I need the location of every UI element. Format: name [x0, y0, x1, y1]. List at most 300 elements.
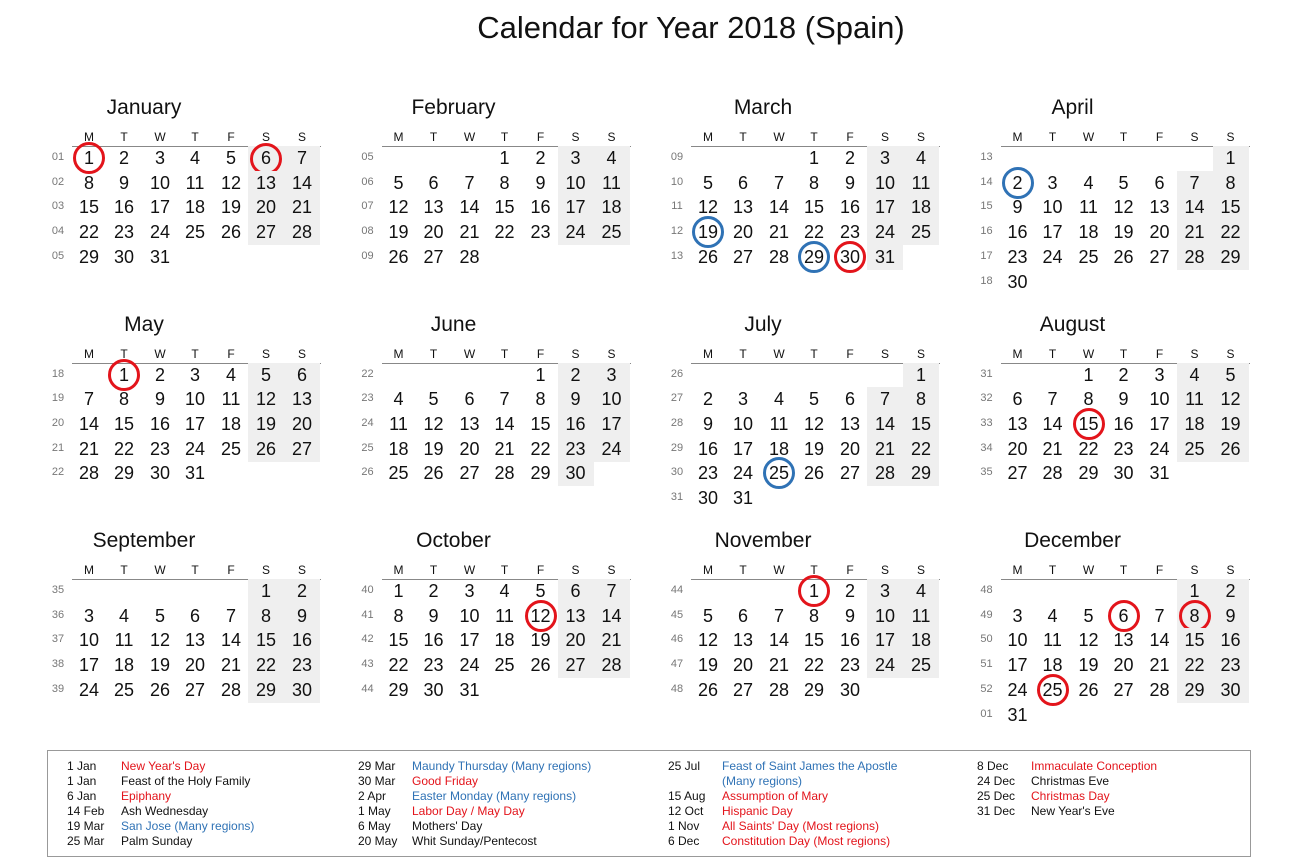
- weekday-header: T: [739, 563, 747, 577]
- legend-date: 1 Nov: [668, 819, 700, 833]
- legend-item: [358, 819, 591, 834]
- day-cell: 31: [867, 245, 903, 270]
- day-cell: 9: [844, 172, 855, 193]
- day-cell: 14: [284, 171, 320, 196]
- day-cell: 1: [1177, 579, 1213, 604]
- day-cell: 13: [558, 604, 594, 629]
- day-cell: 16: [113, 197, 135, 218]
- day-cell: 27: [1007, 463, 1028, 484]
- day-cell: 30: [423, 679, 444, 700]
- day-cell: 6: [284, 363, 320, 388]
- day-cell: 21: [594, 628, 630, 653]
- weekday-header: M: [703, 563, 713, 577]
- weekday-header: S: [1226, 563, 1235, 577]
- legend-name: Epiphany: [121, 789, 172, 803]
- legend-name: Palm Sunday: [121, 834, 193, 848]
- day-cell: 27: [459, 463, 480, 484]
- weekday-header: M: [84, 563, 94, 577]
- day-cell: 9: [558, 387, 594, 412]
- day-cell: 20: [732, 655, 754, 676]
- week-number: 49: [980, 608, 993, 621]
- day-cell: 20: [1007, 438, 1028, 459]
- legend-column: [668, 759, 897, 849]
- day-cell: 31: [732, 488, 754, 508]
- legend-item: [67, 834, 254, 849]
- legend-item: [67, 759, 254, 774]
- legend-date: 6 May: [358, 819, 391, 833]
- day-cell: 29: [1078, 463, 1099, 484]
- legend-name: San Jose (Many regions): [121, 819, 255, 833]
- legend-date: 24 Dec: [977, 774, 1016, 788]
- day-cell: 15: [803, 630, 825, 651]
- day-cell: 28: [867, 461, 903, 486]
- day-cell: 12: [697, 197, 719, 218]
- day-cell: 23: [839, 222, 861, 243]
- day-cell: 7: [83, 389, 94, 410]
- day-cell: 10: [184, 389, 206, 410]
- day-cell: 7: [499, 389, 510, 410]
- month-october: [310, 529, 622, 753]
- day-cell: 2: [535, 148, 546, 168]
- day-cell: 13: [248, 171, 284, 196]
- week-number: 16: [980, 225, 993, 238]
- legend-date: 25 Jul: [668, 759, 701, 773]
- day-cell: 29: [797, 245, 831, 269]
- day-cell: 31: [149, 246, 171, 267]
- weekday-header: T: [1048, 346, 1057, 361]
- day-cell: 15: [1177, 628, 1213, 653]
- day-cell: 4: [1177, 363, 1213, 388]
- weekday-header: T: [191, 346, 199, 361]
- legend-date: 30 Mar: [358, 774, 396, 788]
- regional-holiday-circle: [692, 216, 724, 248]
- month-title: February: [411, 96, 496, 119]
- day-cell: 17: [459, 630, 480, 651]
- day-cell: 29: [903, 461, 939, 486]
- day-cell: 10: [732, 413, 754, 434]
- weekday-header: M: [703, 130, 713, 144]
- day-cell: 19: [697, 655, 719, 676]
- legend-date: 6 Jan: [67, 789, 97, 803]
- day-cell: 9: [154, 389, 165, 410]
- day-cell: 26: [1213, 437, 1249, 462]
- legend-name: (Many regions): [722, 774, 803, 788]
- day-cell: 16: [697, 438, 719, 459]
- day-cell: 5: [248, 363, 284, 388]
- day-cell: 16: [1007, 222, 1028, 243]
- week-number: 39: [51, 682, 65, 695]
- weekday-header: S: [1226, 346, 1235, 361]
- day-cell: 18: [1177, 412, 1213, 437]
- day-cell: 18: [220, 413, 242, 434]
- day-cell: 27: [184, 679, 206, 700]
- weekday-header: F: [227, 346, 235, 361]
- weekday-header: T: [810, 130, 818, 144]
- week-number: 26: [361, 466, 374, 479]
- month-title: January: [106, 96, 182, 119]
- day-cell: 13: [732, 630, 754, 651]
- day-cell: 17: [558, 195, 594, 220]
- day-cell: 8: [1177, 604, 1213, 629]
- legend-item: [67, 774, 254, 789]
- legend-item: [358, 789, 591, 804]
- day-cell: 5: [393, 172, 404, 193]
- day-cell: 13: [459, 413, 480, 434]
- weekday-header: F: [536, 346, 545, 361]
- day-cell: 2: [558, 363, 594, 388]
- day-cell: 1: [393, 581, 404, 601]
- national-holiday-circle: [108, 359, 140, 391]
- day-cell: 1: [72, 146, 106, 170]
- legend-name: Labor Day / May Day: [412, 804, 525, 818]
- day-cell: 12: [149, 630, 171, 651]
- day-cell: 17: [78, 655, 100, 676]
- day-cell: 12: [803, 413, 825, 434]
- day-cell: 19: [1213, 412, 1249, 437]
- day-cell: 10: [558, 171, 594, 196]
- day-cell: 9: [1118, 389, 1129, 410]
- day-cell: 25: [594, 220, 630, 245]
- week-number: 44: [361, 682, 374, 695]
- day-cell: 5: [808, 389, 819, 410]
- day-cell: 30: [1007, 271, 1028, 292]
- day-cell: 8: [118, 389, 129, 410]
- day-cell: 7: [867, 387, 903, 412]
- weekday-header: S: [261, 563, 270, 577]
- day-cell: 28: [1177, 245, 1213, 270]
- day-cell: 8: [1213, 171, 1249, 196]
- day-cell: 25: [762, 461, 796, 485]
- legend-item: [358, 834, 591, 849]
- day-cell: 16: [284, 628, 320, 653]
- legend-item: [977, 789, 1157, 804]
- day-cell: 4: [189, 148, 200, 168]
- legend-item: [668, 789, 897, 804]
- week-number: 06: [361, 175, 374, 188]
- month-title: July: [744, 312, 782, 336]
- weekday-header: F: [227, 563, 235, 577]
- month-title: April: [1051, 96, 1094, 119]
- legend-name: Whit Sunday/Pentecost: [412, 834, 537, 848]
- day-cell: 28: [594, 653, 630, 678]
- day-cell: 11: [1177, 387, 1213, 412]
- day-cell: 6: [428, 172, 439, 193]
- day-cell: 10: [867, 604, 903, 629]
- day-cell: 17: [867, 195, 903, 220]
- month-september: [0, 529, 313, 753]
- national-holiday-circle: [73, 142, 105, 174]
- day-cell: 16: [558, 412, 594, 437]
- weekday-header: M: [1012, 130, 1023, 144]
- legend-item: [977, 774, 1157, 789]
- weekday-header: W: [1082, 563, 1095, 577]
- day-cell: 21: [768, 655, 790, 676]
- day-cell: 19: [1113, 222, 1134, 243]
- month-title: May: [124, 312, 164, 336]
- week-number: 12: [670, 225, 684, 238]
- national-holiday-circle: [1179, 600, 1211, 632]
- day-cell: 15: [388, 630, 409, 651]
- day-cell: 11: [903, 171, 939, 196]
- legend-date: 8 Dec: [977, 759, 1009, 773]
- day-cell: 5: [1083, 605, 1094, 626]
- day-cell: 12: [423, 413, 444, 434]
- month-title: March: [733, 96, 793, 119]
- day-cell: 7: [1154, 605, 1165, 626]
- day-cell: 8: [808, 172, 819, 193]
- day-cell: 15: [78, 197, 100, 218]
- day-cell: 15: [248, 628, 284, 653]
- day-cell: 3: [867, 146, 903, 171]
- day-cell: 28: [78, 463, 100, 484]
- day-cell: 16: [530, 197, 551, 218]
- weekday-header: F: [536, 130, 545, 144]
- week-number: 25: [361, 441, 374, 454]
- page-title: Calendar for Year 2018 (Spain): [477, 10, 905, 45]
- day-cell: 20: [839, 438, 861, 459]
- day-cell: 22: [388, 655, 409, 676]
- week-number: 13: [980, 151, 993, 163]
- day-cell: 12: [220, 172, 242, 193]
- legend-date: 14 Feb: [67, 804, 105, 818]
- day-cell: 18: [903, 195, 939, 220]
- month-title: September: [92, 529, 196, 552]
- day-cell: 16: [423, 630, 444, 651]
- week-number: 07: [361, 200, 374, 213]
- week-number: 22: [361, 367, 374, 380]
- day-cell: 9: [844, 605, 855, 626]
- day-cell: 20: [459, 438, 480, 459]
- day-cell: 24: [1149, 438, 1170, 459]
- weekday-header: S: [1190, 563, 1199, 577]
- day-cell: 17: [184, 413, 206, 434]
- legend-item: [67, 789, 254, 804]
- day-cell: 15: [494, 197, 515, 218]
- week-number: 34: [980, 441, 993, 454]
- week-number: 14: [980, 175, 993, 188]
- week-number: 48: [670, 682, 684, 695]
- week-number: 37: [51, 633, 65, 646]
- legend-date: 19 Mar: [67, 819, 105, 833]
- weekday-header: T: [429, 130, 438, 144]
- day-cell: 19: [530, 630, 551, 651]
- day-cell: 3: [464, 581, 475, 601]
- month-title: August: [1039, 312, 1106, 336]
- weekday-header: S: [880, 563, 889, 577]
- day-cell: 1: [107, 363, 141, 387]
- national-holiday-circle: [1073, 408, 1105, 440]
- day-cell: 21: [220, 655, 242, 676]
- day-cell: 23: [113, 222, 135, 243]
- legend-name: Constitution Day (Most regions): [722, 834, 891, 848]
- regional-holiday-circle: [1002, 167, 1034, 199]
- day-cell: 28: [220, 679, 242, 700]
- week-number: 42: [361, 633, 374, 646]
- weekday-header: F: [846, 563, 854, 577]
- day-cell: 21: [284, 195, 320, 220]
- day-cell: 21: [1042, 438, 1063, 459]
- day-cell: 19: [388, 222, 409, 243]
- day-cell: 7: [225, 605, 236, 626]
- day-cell: 11: [185, 172, 205, 193]
- day-cell: 11: [1079, 197, 1098, 218]
- day-cell: 23: [697, 463, 719, 484]
- legend-date: 25 Dec: [977, 789, 1016, 803]
- month-june: [310, 312, 622, 537]
- weekday-header: W: [1082, 346, 1095, 361]
- day-cell: 18: [1042, 655, 1063, 676]
- day-cell: 22: [530, 438, 551, 459]
- week-number: 51: [980, 658, 993, 671]
- day-cell: 18: [1078, 222, 1099, 243]
- day-cell: 2: [844, 581, 855, 601]
- day-cell: 15: [530, 413, 551, 434]
- national-holiday-circle: [525, 600, 557, 632]
- national-holiday-circle: [250, 143, 282, 175]
- legend-name: Feast of Saint James the Apostle: [722, 759, 898, 773]
- weekday-header: S: [916, 346, 925, 361]
- weekday-header: T: [1119, 563, 1128, 577]
- day-cell: 19: [149, 655, 171, 676]
- day-cell: 7: [284, 146, 320, 171]
- day-cell: 20: [284, 412, 320, 437]
- day-cell: 18: [494, 630, 515, 651]
- weekday-header: W: [154, 130, 166, 144]
- day-cell: 5: [154, 605, 165, 626]
- month-may: [0, 312, 313, 537]
- day-cell: 9: [1012, 197, 1023, 218]
- day-cell: 6: [1107, 604, 1141, 628]
- national-holiday-circle: [834, 241, 866, 273]
- day-cell: 7: [1177, 171, 1213, 196]
- day-cell: 14: [594, 604, 630, 629]
- day-cell: 28: [284, 220, 320, 245]
- day-cell: 13: [1149, 197, 1170, 218]
- day-cell: 17: [149, 197, 171, 218]
- weekday-header: S: [880, 346, 889, 361]
- day-cell: 6: [464, 389, 475, 410]
- day-cell: 28: [459, 246, 480, 267]
- day-cell: 3: [558, 146, 594, 171]
- month-january: [0, 96, 313, 320]
- day-cell: 18: [594, 195, 630, 220]
- day-cell: 1: [248, 579, 284, 604]
- legend-name: Feast of the Holy Family: [121, 774, 251, 788]
- legend-date: 1 May: [358, 804, 391, 818]
- holiday-legend: [47, 750, 1251, 857]
- day-cell: 16: [839, 630, 861, 651]
- day-cell: 2: [118, 148, 129, 168]
- day-cell: 1: [499, 148, 510, 168]
- day-cell: 29: [248, 678, 284, 703]
- week-number: 40: [361, 584, 374, 596]
- legend-item: [668, 774, 897, 789]
- weekday-header: M: [393, 346, 404, 361]
- weekday-header: M: [84, 130, 94, 144]
- day-cell: 10: [1042, 197, 1063, 218]
- day-cell: 25: [113, 679, 135, 700]
- day-cell: 30: [833, 245, 867, 269]
- week-number: 18: [51, 367, 65, 380]
- weekday-header: S: [297, 130, 306, 144]
- weekday-header: T: [1048, 130, 1057, 144]
- day-cell: 28: [494, 463, 515, 484]
- day-cell: 13: [732, 197, 754, 218]
- day-cell: 27: [558, 653, 594, 678]
- legend-item: [358, 759, 591, 774]
- month-title: November: [714, 529, 812, 552]
- weekday-header: M: [703, 346, 713, 361]
- day-cell: 25: [1078, 246, 1099, 267]
- day-cell: 31: [1007, 704, 1028, 725]
- day-cell: 4: [773, 389, 784, 410]
- day-cell: 13: [284, 387, 320, 412]
- day-cell: 21: [1177, 220, 1213, 245]
- day-cell: 19: [423, 438, 444, 459]
- day-cell: 30: [1113, 463, 1134, 484]
- day-cell: 27: [1113, 679, 1134, 700]
- day-cell: 9: [702, 413, 713, 434]
- day-cell: 13: [184, 630, 206, 651]
- legend-name: New Year's Day: [121, 759, 206, 773]
- month-november: [619, 529, 932, 753]
- week-number: 35: [980, 466, 993, 479]
- day-cell: 1: [797, 579, 831, 603]
- week-number: 09: [361, 249, 374, 262]
- week-number: 08: [361, 225, 374, 238]
- legend-item: [668, 819, 897, 834]
- week-number: 43: [361, 658, 374, 671]
- week-number: 19: [51, 392, 65, 405]
- weekday-header: T: [120, 346, 128, 361]
- weekday-header: T: [810, 346, 818, 361]
- day-cell: 9: [284, 604, 320, 629]
- day-cell: 2: [1001, 171, 1035, 195]
- day-cell: 27: [732, 679, 754, 700]
- day-cell: 31: [1149, 463, 1170, 484]
- week-number: 15: [980, 200, 993, 213]
- weekday-header: F: [1155, 563, 1164, 577]
- legend-date: 1 Jan: [67, 759, 97, 773]
- day-cell: 23: [1113, 438, 1134, 459]
- day-cell: 10: [594, 387, 630, 412]
- day-cell: 21: [768, 222, 790, 243]
- day-cell: 6: [1154, 172, 1165, 193]
- day-cell: 21: [867, 437, 903, 462]
- day-cell: 26: [423, 463, 444, 484]
- day-cell: 24: [184, 438, 206, 459]
- weekday-header: W: [463, 563, 476, 577]
- day-cell: 2: [284, 579, 320, 604]
- day-cell: 17: [1007, 655, 1028, 676]
- day-cell: 6: [558, 579, 594, 604]
- day-cell: 3: [1047, 172, 1058, 193]
- day-cell: 17: [1042, 222, 1063, 243]
- day-cell: 13: [1113, 630, 1134, 651]
- day-cell: 5: [428, 389, 439, 410]
- day-cell: 8: [83, 172, 94, 193]
- week-number: 46: [670, 633, 684, 646]
- day-cell: 1: [1083, 364, 1094, 385]
- weekday-header: W: [773, 346, 785, 361]
- week-number: 02: [51, 175, 65, 188]
- weekday-header: S: [1226, 130, 1235, 144]
- day-cell: 9: [118, 172, 129, 193]
- day-cell: 24: [1007, 679, 1028, 700]
- day-cell: 26: [248, 437, 284, 462]
- month-title: June: [430, 312, 477, 336]
- day-cell: 25: [903, 220, 939, 245]
